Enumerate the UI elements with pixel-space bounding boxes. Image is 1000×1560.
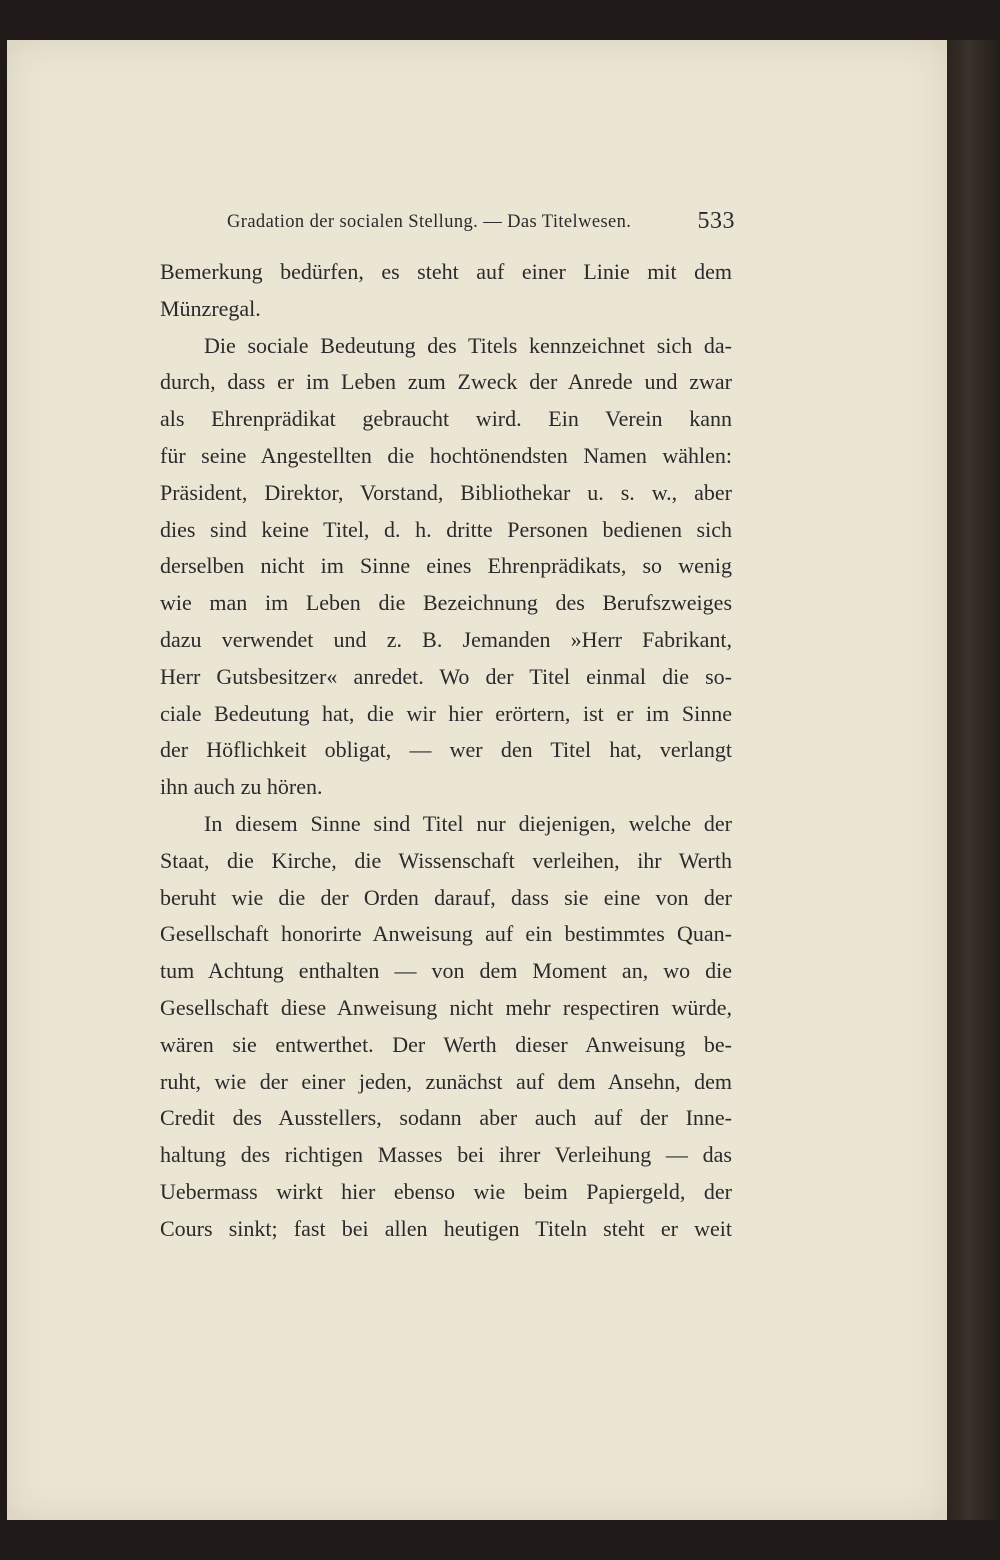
running-head: [227, 208, 737, 242]
text-line: als Ehrenprädikat gebraucht wird. Ein Verein kann: [160, 406, 732, 432]
page-edge: [947, 40, 1000, 1520]
text-line: wie man im Leben die Bezeichnung des Berufszweiges: [160, 590, 732, 616]
text-line: dies sind keine Titel, d. h. dritte Personen bedienen sich: [160, 516, 732, 542]
text-line: ciale Bedeutung hat, die wir hier erörtern, ist er im Sinne: [160, 700, 732, 726]
text-line: durch, dass er im Leben zum Zweck der Anrede und zwar: [160, 369, 732, 395]
text-line: Präsident, Direktor, Vorstand, Bibliothekar u. s. w., aber: [160, 479, 732, 505]
text-line: ihn auch zu hören.: [160, 774, 323, 800]
page-number: 533: [697, 208, 735, 234]
text-line: dazu verwendet und z. B. Jemanden »Herr Fabrikant,: [160, 626, 732, 652]
text-line: Gesellschaft diese Anweisung nicht mehr respectiren würde,: [160, 994, 732, 1020]
text-line: Münzregal.: [160, 295, 261, 321]
text-line: der Höflichkeit obligat, — wer den Titel hat, verlangt: [160, 737, 732, 763]
text-line: Bemerkung bedürfen, es steht auf einer Linie mit dem: [160, 259, 732, 284]
text-line: haltung des richtigen Masses bei ihrer Verleihung — das: [160, 1142, 732, 1168]
text-line: Uebermass wirkt hier ebenso wie beim Papiergeld, der: [160, 1178, 732, 1204]
text-line: In diesem Sinne sind Titel nur diejenigen, welche der: [204, 810, 732, 836]
text-line: ruht, wie der einer jeden, zunächst auf dem Ansehn, dem: [160, 1068, 732, 1094]
text-line: beruht wie die der Orden darauf, dass sie eine von der: [160, 884, 732, 910]
body-text: [160, 254, 732, 1248]
text-line: wären sie entwerthet. Der Werth dieser Anweisung be-: [160, 1031, 732, 1057]
text-line: Gesellschaft honorirte Anweisung auf ein bestimmtes Quan-: [160, 921, 732, 947]
text-line: Die sociale Bedeutung des Titels kennzeichnet sich da-: [204, 332, 732, 358]
text-line: Credit des Ausstellers, sodann aber auch auf der Inne-: [160, 1105, 732, 1131]
text-line: Staat, die Kirche, die Wissenschaft verleihen, ihr Werth: [160, 847, 732, 873]
text-line: tum Achtung enthalten — von dem Moment an, wo die: [160, 958, 732, 984]
running-head-title: Gradation der socialen Stellung. — Das Titelwesen.: [227, 212, 632, 232]
text-line: Cours sinkt; fast bei allen heutigen Titeln steht er weit: [160, 1215, 732, 1241]
text-line: derselben nicht im Sinne eines Ehrenprädikats, so wenig: [160, 553, 732, 579]
text-line: Herr Gutsbesitzer« anredet. Wo der Titel einmal die so-: [160, 663, 732, 689]
text-line: für seine Angestellten die hochtönendsten Namen wählen:: [160, 442, 732, 468]
